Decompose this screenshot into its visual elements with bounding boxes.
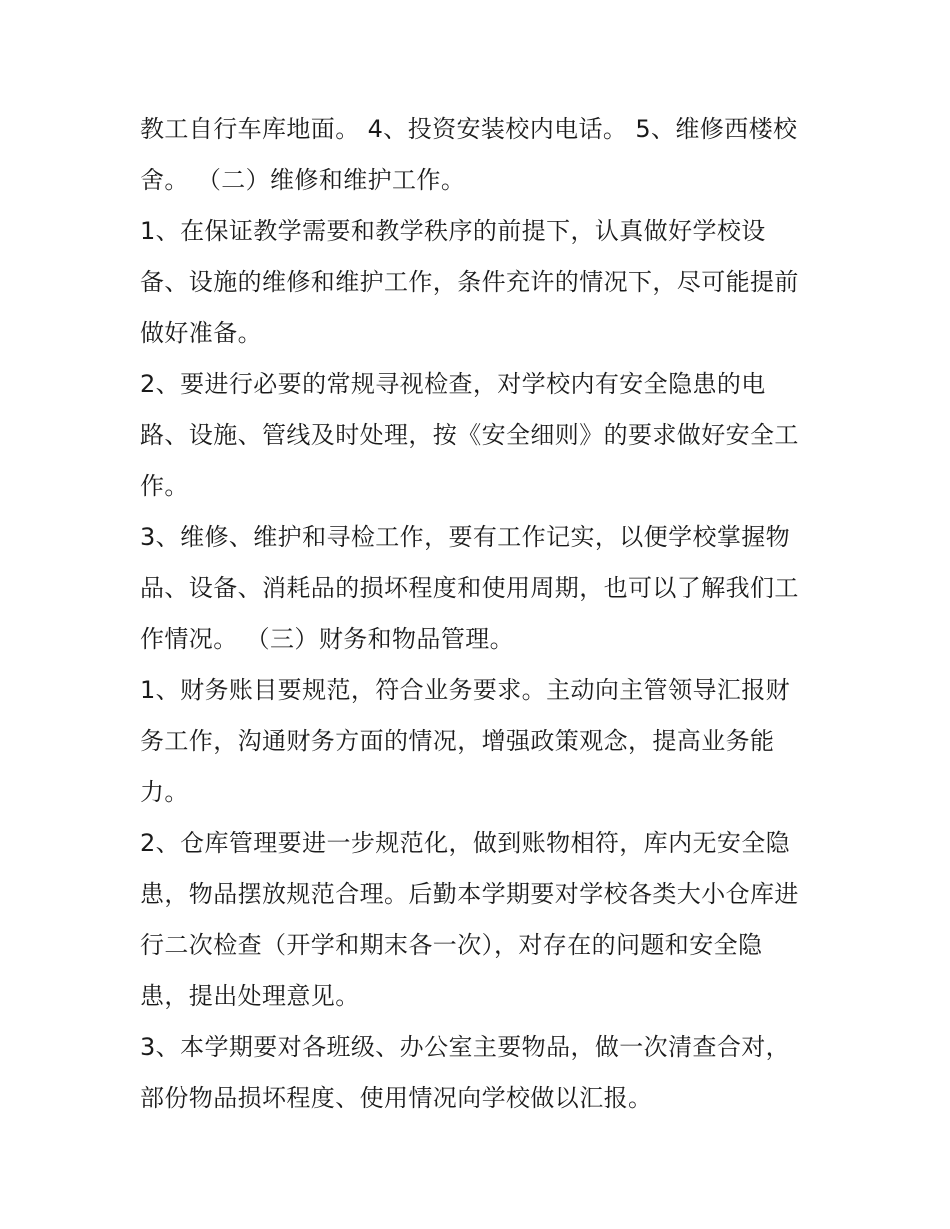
- text-line: 2、要进行必要的常规寻视检查，对学校内有安全隐患的电: [140, 370, 766, 398]
- text-line: 路、设施、管线及时处理，按《安全细则》的要求做好安全工: [140, 421, 799, 449]
- text-line: 舍。 （二）维修和维护工作。: [140, 166, 466, 194]
- text-line: 做好准备。: [140, 319, 262, 347]
- text-line: 作情况。 （三）财务和物品管理。: [140, 625, 515, 653]
- text-line: 部份物品损坏程度、使用情况向学校做以汇报。: [140, 1084, 653, 1112]
- text-line: 教工自行车库地面。 4、投资安装校内电话。 5、维修西楼校: [140, 115, 798, 143]
- text-line: 3、维修、维护和寻检工作，要有工作记实，以便学校掌握物: [140, 523, 791, 551]
- text-line: 力。: [140, 778, 189, 806]
- text-line: 作。: [140, 472, 189, 500]
- text-line: 患，提出处理意见。: [140, 982, 360, 1010]
- text-line: 3、本学期要对各班级、办公室主要物品，做一次清查合对，: [140, 1033, 791, 1061]
- text-line: 务工作，沟通财务方面的情况，增强政策观念，提高业务能: [140, 727, 775, 755]
- text-line: 行二次检查（开学和期末各一次），对存在的问题和安全隐: [140, 931, 763, 959]
- text-line: 2、仓库管理要进一步规范化，做到账物相符，库内无安全隐: [140, 829, 791, 857]
- text-line: 1、财务账目要规范，符合业务要求。主动向主管领导汇报财: [140, 676, 791, 704]
- text-line: 1、在保证教学需要和教学秩序的前提下，认真做好学校设: [140, 217, 766, 245]
- text-line: 患，物品摆放规范合理。后勤本学期要对学校各类大小仓库进: [140, 880, 799, 908]
- text-line: 备、设施的维修和维护工作，条件充许的情况下，尽可能提前: [140, 268, 799, 296]
- text-line: 品、设备、消耗品的损坏程度和使用周期，也可以了解我们工: [140, 574, 799, 602]
